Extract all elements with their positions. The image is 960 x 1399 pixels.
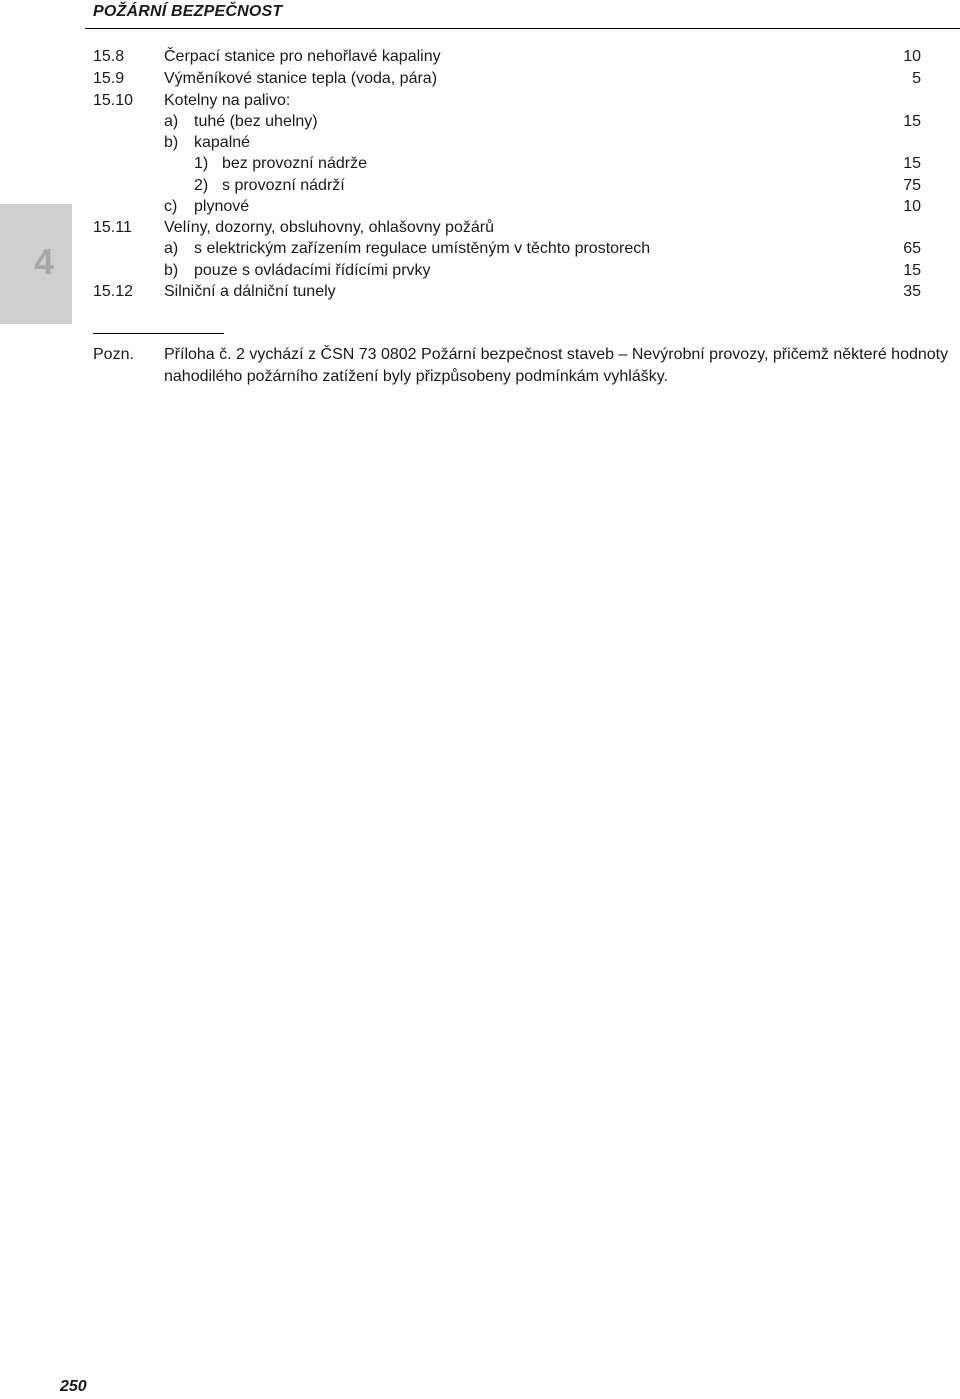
row-number: 15.10 [93, 92, 134, 109]
row-marker: b) [164, 262, 179, 279]
row-label: s provozní nádrží [222, 177, 345, 194]
table-row [0, 68, 960, 90]
chapter-tab-number: 4 [34, 241, 55, 282]
row-label: Čerpací stanice pro nehořlavé kapaliny [164, 48, 441, 65]
row-marker: a) [164, 113, 179, 130]
row-marker: 1) [194, 155, 209, 172]
page-number: 250 [60, 1378, 87, 1395]
table-row [0, 196, 960, 218]
row-value: 15 [903, 155, 921, 172]
note-line-2: nahodilého požárního zatížení byly přizpůsobeny podmínkám vyhlášky. [164, 368, 668, 385]
table-row [0, 111, 960, 133]
row-marker: 2) [194, 177, 209, 194]
note-text [164, 344, 949, 388]
table-row [0, 238, 960, 260]
note-label: Pozn. [93, 346, 134, 363]
row-label: Kotelny na palivo: [164, 92, 291, 109]
row-label: s elektrickým zařízením regulace umístěným v těchto prostorech [194, 240, 651, 257]
page-header-title: POŽÁRNÍ BEZPEČNOST [93, 3, 283, 20]
row-marker: c) [164, 198, 178, 215]
row-value: 10 [903, 198, 921, 215]
row-label: Silniční a dálniční tunely [164, 283, 336, 300]
table-row [0, 132, 960, 154]
row-value: 35 [903, 283, 921, 300]
header-rule [85, 28, 960, 29]
row-value: 15 [903, 262, 921, 279]
table-row [0, 281, 960, 303]
table-row [0, 153, 960, 175]
row-label: Velíny, dozorny, obsluhovny, ohlašovny požárů [164, 219, 494, 236]
row-number: 15.11 [93, 219, 132, 236]
row-label: plynové [194, 198, 250, 215]
row-marker: a) [164, 240, 179, 257]
row-value: 10 [903, 48, 921, 65]
table-row [0, 175, 960, 197]
row-number: 15.12 [93, 283, 134, 300]
row-number: 15.9 [93, 70, 125, 87]
row-label: bez provozní nádrže [222, 155, 367, 172]
row-value: 15 [903, 113, 921, 130]
row-value: 75 [903, 177, 921, 194]
row-value: 5 [912, 70, 921, 87]
row-label: tuhé (bez uhelny) [194, 113, 318, 130]
row-value: 65 [903, 240, 921, 257]
row-number: 15.8 [93, 48, 125, 65]
row-label: pouze s ovládacími řídícími prvky [194, 262, 431, 279]
footnote-rule [93, 333, 224, 334]
table-row [0, 260, 960, 282]
table-row [0, 217, 960, 239]
table-row [0, 46, 960, 68]
row-label: Výměníkové stanice tepla (voda, pára) [164, 70, 438, 87]
note-line-1: Příloha č. 2 vychází z ČSN 73 0802 Požární bezpečnost staveb – Nevýrobní provozy, přičemž některé hodnoty [164, 346, 949, 363]
table-row [0, 90, 960, 112]
row-label: kapalné [194, 134, 251, 151]
row-marker: b) [164, 134, 179, 151]
